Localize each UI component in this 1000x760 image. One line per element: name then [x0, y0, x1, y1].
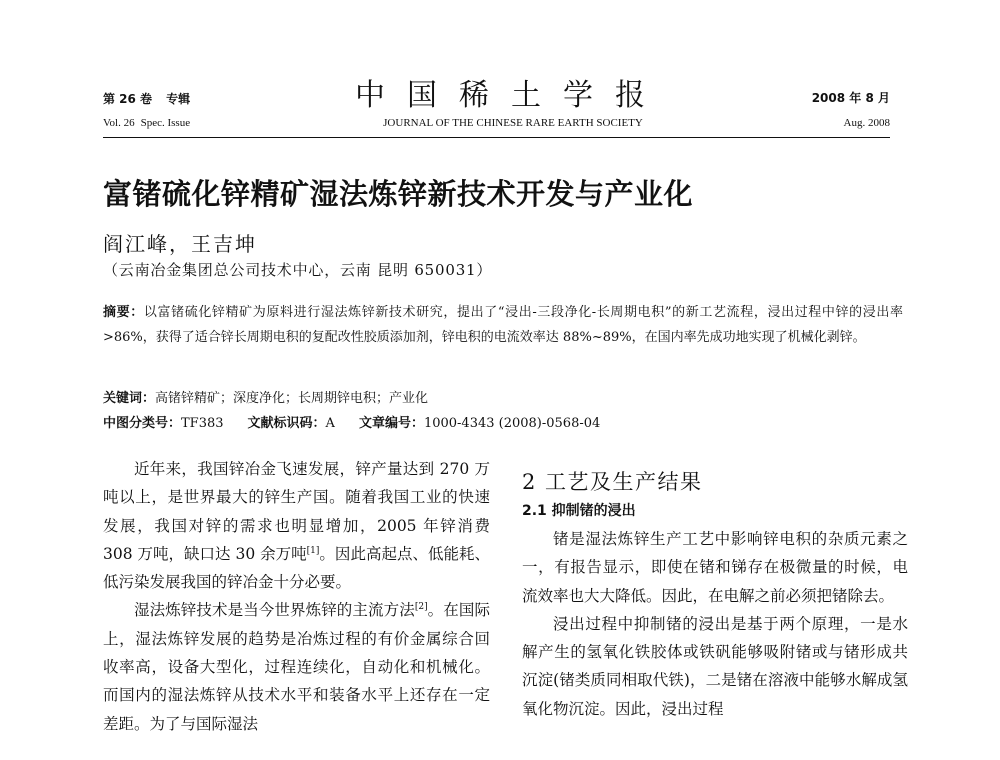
body-paragraph — [103, 596, 490, 737]
body-text: 湿法炼锌技术是当今世界炼锌的主流方法 — [134, 601, 415, 620]
journal-title-en: JOURNAL OF THE CHINESE RARE EARTH SOCIETY — [383, 117, 643, 129]
article-number-value: 1000-4343 (2008)-0568-04 — [423, 416, 601, 431]
doc-code-label: 文献标识码： — [247, 416, 326, 431]
keywords-label: 关键词： — [103, 391, 156, 406]
issue-cn: 专辑 — [166, 92, 191, 106]
article-number-label: 文章编号： — [358, 416, 424, 431]
article-affiliation: （云南冶金集团总公司技术中心，云南 昆明 650031） — [103, 261, 493, 279]
section-heading: 2 工艺及生产结果 — [522, 470, 703, 494]
body-column-left — [103, 455, 490, 738]
subsection-heading: 2.1 抑制锗的浸出 — [522, 503, 636, 519]
issue-en: Spec. Issue — [140, 117, 191, 129]
volume-en: Vol. 26 — [103, 117, 135, 129]
clc-label: 中图分类号： — [103, 416, 182, 431]
article-authors: 阎江峰，王吉坤 — [103, 232, 257, 256]
body-text: 。因此高起点、低能耗、低污染发展我国的锌冶金十分必要。 — [103, 544, 490, 592]
body-paragraph — [103, 455, 490, 596]
journal-title-cn: 中国稀土学报 — [355, 78, 667, 113]
body-text: 近年来，我国锌冶金飞速发展，锌产量达到 270 万吨以上，是世界最大的锌生产国。随着我国工业的快速发展，我国对锌的需求也明显增加，2005 年锌消费 308 万吨，缺口达 30 余万吨 — [103, 460, 490, 563]
header-rule — [103, 137, 890, 138]
citation-ref: [1] — [306, 545, 320, 556]
body-paragraph: 锗是湿法炼锌生产工艺中影响锌电积的杂质元素之一，有报告显示，即使在锗和锑存在极微量的时候，电流效率也大大降低。因此，在电解之前必须把锗除去。 — [522, 530, 908, 605]
article-title: 富锗硫化锌精矿湿法炼锌新技术开发与产业化 — [103, 177, 694, 211]
citation-ref: [2] — [414, 602, 428, 613]
body-paragraph: 浸出过程中抑制锗的浸出是基于两个原理，一是水解产生的氢氧化铁胶体或铁矾能够吸附锗或与锗形成共沉淀(锗类质同相取代铁)，二是锗在溶液中能够水解成氢氧化物沉淀。因此，浸出过程 — [522, 614, 908, 718]
doc-code-value: A — [325, 416, 335, 431]
volume-cn: 第 26 卷 — [103, 92, 153, 106]
abstract-label: 摘要： — [103, 305, 144, 320]
clc-value: TF383 — [181, 416, 224, 431]
date-cn: 2008 年 8 月 — [811, 91, 890, 105]
body-text: 。在国际上，湿法炼锌发展的趋势是冶炼过程的有价金属综合回收率高，设备大型化，过程连续化，自动化和机械化。而国内的湿法炼锌从技术水平和装备水平上还存在一定差距。为了与国际湿法 — [103, 601, 490, 733]
abstract-text: 以富锗硫化锌精矿为原料进行湿法炼锌新技术研究，提出了“浸出-三段净化-长周期电积”的新工艺流程，浸出过程中锌的浸出率>86%，获得了适合锌长周期电积的复配改性胶质添加剂，锌电积的电流效率达 88%~89%，在国内率先成功地实现了机械化剥锌。 — [103, 305, 903, 345]
abstract — [103, 300, 903, 350]
keywords — [103, 387, 428, 406]
classification-line — [103, 412, 600, 431]
body-column-right — [522, 467, 908, 723]
date-en: Aug. 2008 — [843, 117, 890, 129]
keywords-text: 高锗锌精矿；深度净化；长周期锌电积；产业化 — [155, 391, 429, 406]
